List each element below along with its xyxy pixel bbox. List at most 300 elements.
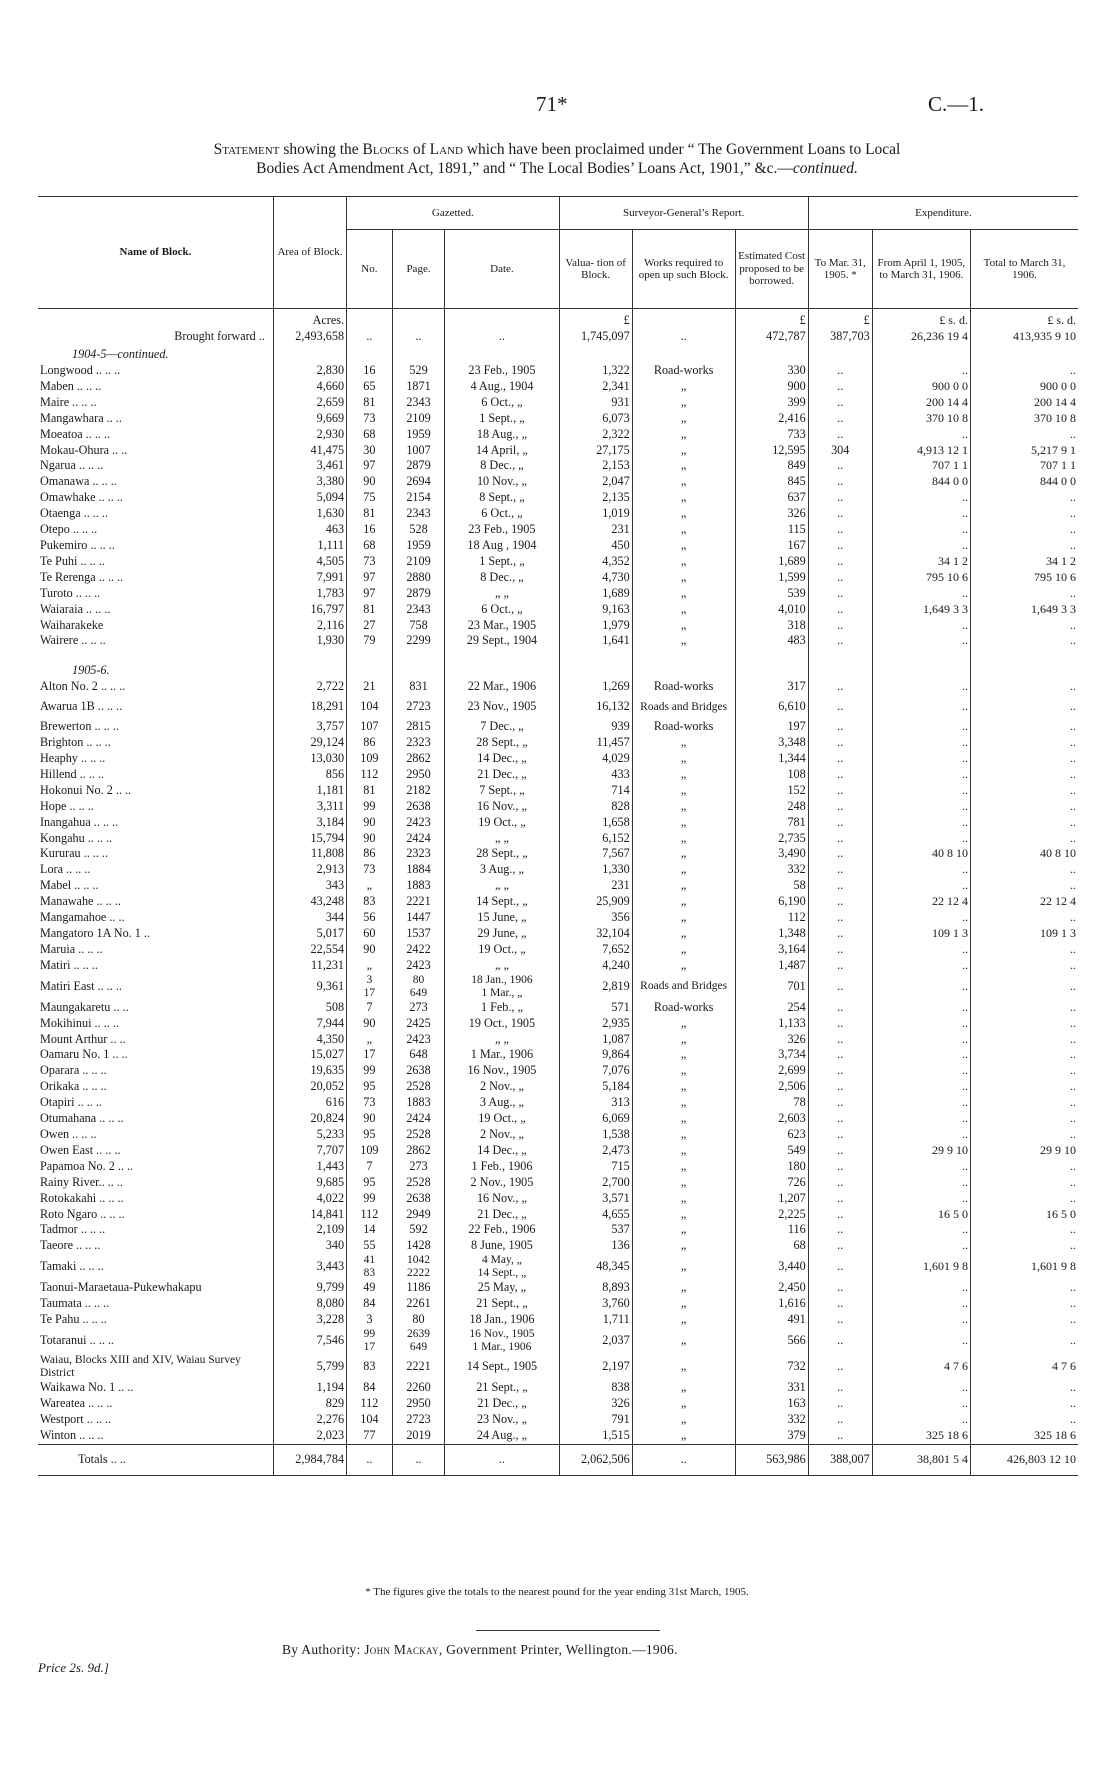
table-row (38, 633, 1078, 649)
bf-estimated: 472,787 (766, 329, 806, 344)
col-to-mar: To Mar. 31, 1905. * (808, 230, 872, 309)
table-row (38, 1016, 1078, 1032)
gazette-page: 2639 649 (392, 1328, 445, 1354)
exp-to-mar-1905: .. (808, 427, 872, 443)
table-row (38, 411, 1078, 427)
gazette-date: 14 Sept., „ (445, 894, 559, 910)
exp-to-mar-1905: .. (808, 831, 872, 847)
area: 15,794 (273, 831, 346, 847)
exp-1905-06: 200 14 4 (872, 395, 970, 411)
valuation: 1,689 (559, 586, 632, 602)
valuation: 313 (559, 1095, 632, 1111)
valuation: 231 (559, 522, 632, 538)
works: „ (632, 1207, 735, 1223)
exp-1905-06: 16 5 0 (872, 1207, 970, 1223)
exp-1905-06: .. (872, 1175, 970, 1191)
gazette-no: 90 (347, 942, 393, 958)
works: „ (632, 411, 735, 427)
exp-total: .. (970, 862, 1078, 878)
works: „ (632, 1396, 735, 1412)
table-header (38, 197, 1078, 309)
exp-to-mar-1905: .. (808, 1143, 872, 1159)
valuation: 4,352 (559, 554, 632, 570)
exp-to-mar-1905: .. (808, 554, 872, 570)
gazette-date: „ „ (445, 878, 559, 894)
block-name: Waiharakeke (40, 617, 104, 632)
area: 463 (273, 522, 346, 538)
exp-1905-06: .. (872, 1222, 970, 1238)
exp-total: .. (970, 831, 1078, 847)
valuation: 1,979 (559, 618, 632, 634)
exp-to-mar-1905: .. (808, 974, 872, 1000)
gazette-date: 8 June, 1905 (445, 1238, 559, 1254)
totals-area: 2,984,784 (273, 1444, 346, 1475)
works: „ (632, 490, 735, 506)
gazette-no: 55 (347, 1238, 393, 1254)
gazette-page: 2694 (392, 474, 445, 490)
block-name: Te Pahu .. .. .. (40, 1312, 107, 1327)
block-name: Maire .. .. .. (40, 394, 97, 409)
printer-imprint (282, 1642, 678, 1658)
bf-total: 413,935 9 10 (1013, 329, 1076, 344)
estimated-cost: 1,207 (735, 1191, 808, 1207)
exp-to-mar-1905: .. (808, 926, 872, 942)
exp-total: 1,601 9 8 (970, 1254, 1078, 1280)
gazette-no: 95 (347, 1079, 393, 1095)
block-name: Manawahe .. .. .. (40, 894, 121, 909)
gazette-date: 19 Oct., „ (445, 1111, 559, 1127)
exp-1905-06: 370 10 8 (872, 411, 970, 427)
gazette-date: „ „ (445, 1032, 559, 1048)
exp-1905-06: .. (872, 1079, 970, 1095)
gazette-date: 18 Jan., 1906 1 Mar., „ (445, 974, 559, 1000)
col-total: Total to March 31, 1906. (970, 230, 1078, 309)
totals-from-apr: 38,801 5 4 (872, 1444, 970, 1475)
gazette-no: 73 (347, 1095, 393, 1111)
title-text: showing the (279, 141, 363, 158)
exp-1905-06: .. (872, 1000, 970, 1016)
table-row (38, 1296, 1078, 1312)
exp-total: .. (970, 1175, 1078, 1191)
estimated-cost: 3,490 (735, 846, 808, 862)
valuation: 326 (559, 1396, 632, 1412)
bf-valuation: 1,745,097 (580, 329, 630, 344)
block-name: Brewerton .. .. .. (40, 719, 119, 734)
exp-total: 707 1 1 (970, 458, 1078, 474)
gazette-no: 65 (347, 379, 393, 395)
estimated-cost: 108 (735, 767, 808, 783)
works: „ (632, 1380, 735, 1396)
gazette-no: 97 (347, 570, 393, 586)
valuation: 571 (559, 1000, 632, 1016)
valuation: 2,700 (559, 1175, 632, 1191)
area: 340 (273, 1238, 346, 1254)
gazette-no: 95 (347, 1127, 393, 1143)
exp-total: 34 1 2 (970, 554, 1078, 570)
area: 616 (273, 1095, 346, 1111)
gazette-no: 90 (347, 1111, 393, 1127)
table-row (38, 1396, 1078, 1412)
table-row (38, 719, 1078, 735)
gazette-date: 23 Nov., „ (445, 1412, 559, 1428)
imprint-prefix: By Authority: (282, 1642, 365, 1657)
exp-total: .. (970, 751, 1078, 767)
table-row (38, 799, 1078, 815)
block-name: Mount Arthur .. .. (40, 1031, 126, 1046)
table-row (38, 490, 1078, 506)
gazette-page: 2261 (392, 1296, 445, 1312)
estimated-cost: 2,735 (735, 831, 808, 847)
gazette-no: 75 (347, 490, 393, 506)
valuation: 6,152 (559, 831, 632, 847)
exp-to-mar-1905: .. (808, 1095, 872, 1111)
valuation: 1,019 (559, 506, 632, 522)
works: „ (632, 942, 735, 958)
gazette-date: 1 Feb., „ (445, 1000, 559, 1016)
exp-total: 1,649 3 3 (970, 602, 1078, 618)
gazette-no: 112 (347, 1207, 393, 1223)
works: „ (632, 1354, 735, 1380)
gazette-page: 529 (392, 363, 445, 379)
works: „ (632, 1175, 735, 1191)
gazette-date: 6 Oct., „ (445, 602, 559, 618)
gazette-page: 2424 (392, 1111, 445, 1127)
exp-1905-06: .. (872, 633, 970, 649)
valuation: 16,132 (559, 695, 632, 719)
exp-1905-06: .. (872, 1380, 970, 1396)
estimated-cost: 331 (735, 1380, 808, 1396)
area: 9,685 (273, 1175, 346, 1191)
col-page: Page. (392, 230, 445, 309)
gazette-no: 95 (347, 1175, 393, 1191)
estimated-cost: 4,010 (735, 602, 808, 618)
gazette-page: 2343 (392, 506, 445, 522)
area: 2,913 (273, 862, 346, 878)
gazette-no: 99 17 (347, 1328, 393, 1354)
exp-1905-06: .. (872, 1396, 970, 1412)
exp-to-mar-1905: .. (808, 942, 872, 958)
valuation: 5,184 (559, 1079, 632, 1095)
exp-total: .. (970, 586, 1078, 602)
works: „ (632, 767, 735, 783)
gazette-no: 83 (347, 894, 393, 910)
exp-to-mar-1905: .. (808, 1016, 872, 1032)
works: „ (632, 1016, 735, 1032)
table-row (38, 695, 1078, 719)
estimated-cost: 3,164 (735, 942, 808, 958)
works: „ (632, 1127, 735, 1143)
gazette-page: 1959 (392, 538, 445, 554)
valuation: 2,322 (559, 427, 632, 443)
exp-total: .. (970, 679, 1078, 695)
works: „ (632, 1032, 735, 1048)
exp-1905-06: .. (872, 767, 970, 783)
block-name: Te Rerenga .. .. .. (40, 569, 124, 584)
area: 3,757 (273, 719, 346, 735)
section-heading-row (38, 345, 1078, 363)
exp-total: .. (970, 783, 1078, 799)
works: „ (632, 783, 735, 799)
block-name: Maben .. .. .. (40, 378, 102, 393)
block-name: Rotokakahi .. .. .. (40, 1190, 124, 1205)
gazette-page: 2879 (392, 586, 445, 602)
table-row (38, 1428, 1078, 1444)
exp-total: .. (970, 719, 1078, 735)
valuation: 48,345 (559, 1254, 632, 1280)
exp-to-mar-1905: .. (808, 783, 872, 799)
works: „ (632, 846, 735, 862)
gazette-date: 22 Feb., 1906 (445, 1222, 559, 1238)
exp-to-mar-1905: .. (808, 1428, 872, 1444)
block-name: Pukemiro .. .. .. (40, 537, 115, 552)
exp-total: 29 9 10 (970, 1143, 1078, 1159)
gazette-page: 2323 (392, 735, 445, 751)
gazette-no: 14 (347, 1222, 393, 1238)
works: „ (632, 831, 735, 847)
block-name: Ngarua .. .. .. (40, 458, 104, 473)
table-row (38, 846, 1078, 862)
page-number: 71* (536, 92, 568, 116)
totals-section (38, 1444, 1078, 1475)
title-word-land: Land (429, 141, 463, 158)
block-name: Mangatoro 1A No. 1 .. (40, 926, 151, 940)
section-heading-row (38, 649, 1078, 679)
bf-from-apr: 26,236 19 4 (910, 329, 968, 344)
valuation: 2,935 (559, 1016, 632, 1032)
block-name: Tamaki .. .. .. (40, 1259, 104, 1274)
gazette-no: 84 (347, 1380, 393, 1396)
block-name: Westport .. .. .. (40, 1411, 112, 1426)
gazette-no: 99 (347, 1191, 393, 1207)
exp-1905-06: .. (872, 942, 970, 958)
exp-total: .. (970, 910, 1078, 926)
table-row (38, 586, 1078, 602)
works: „ (632, 910, 735, 926)
block-name: Oparara .. .. .. (40, 1063, 107, 1078)
works: „ (632, 958, 735, 974)
estimated-cost: 248 (735, 799, 808, 815)
block-name: Waiaraia .. .. .. (40, 601, 111, 616)
col-surveyor: Surveyor-General’s Report. (559, 197, 808, 230)
valuation: 2,037 (559, 1328, 632, 1354)
exp-to-mar-1905: .. (808, 458, 872, 474)
gazette-date: 24 Aug., „ (445, 1428, 559, 1444)
gazette-no: 97 (347, 586, 393, 602)
table-row (38, 910, 1078, 926)
block-name: Taonui-Maraetaua-Pukewhakapu (40, 1280, 202, 1295)
gazette-page: 2423 (392, 1032, 445, 1048)
area: 2,830 (273, 363, 346, 379)
exp-to-mar-1905: .. (808, 815, 872, 831)
gazette-date: „ „ (445, 958, 559, 974)
gazette-no: 21 (347, 679, 393, 695)
gazette-no: 77 (347, 1428, 393, 1444)
area: 5,233 (273, 1127, 346, 1143)
exp-to-mar-1905: .. (808, 522, 872, 538)
exp-total: 370 10 8 (970, 411, 1078, 427)
valuation: 6,073 (559, 411, 632, 427)
exp-to-mar-1905: .. (808, 862, 872, 878)
works: „ (632, 506, 735, 522)
estimated-cost: 2,699 (735, 1063, 808, 1079)
area: 8,080 (273, 1296, 346, 1312)
valuation: 1,330 (559, 862, 632, 878)
area: 29,124 (273, 735, 346, 751)
area: 829 (273, 1396, 346, 1412)
estimated-cost: 332 (735, 1412, 808, 1428)
exp-1905-06: .. (872, 586, 970, 602)
block-name: Waikawa No. 1 .. .. (40, 1379, 134, 1394)
imprint-suffix: , Government Printer, Wellington.—1906. (438, 1642, 678, 1657)
gazette-no: 73 (347, 554, 393, 570)
block-name: Longwood .. .. .. (40, 363, 121, 377)
estimated-cost: 623 (735, 1127, 808, 1143)
gazette-date: 8 Dec., „ (445, 570, 559, 586)
area: 13,030 (273, 751, 346, 767)
gazette-page: 1428 (392, 1238, 445, 1254)
exp-total: .. (970, 958, 1078, 974)
table-row (38, 1127, 1078, 1143)
gazette-date: 28 Sept., „ (445, 846, 559, 862)
exp-to-mar-1905: .. (808, 506, 872, 522)
exp-to-mar-1905: .. (808, 695, 872, 719)
gazette-page: 2950 (392, 1396, 445, 1412)
gazette-no: 90 (347, 474, 393, 490)
gazette-date: 21 Dec., „ (445, 1396, 559, 1412)
exp-1905-06: 22 12 4 (872, 894, 970, 910)
valuation: 1,658 (559, 815, 632, 831)
works: „ (632, 1095, 735, 1111)
exp-total: .. (970, 1063, 1078, 1079)
gazette-no: 84 (347, 1296, 393, 1312)
totals-to-mar: 388,007 (808, 1444, 872, 1475)
exp-to-mar-1905: .. (808, 474, 872, 490)
valuation: 2,819 (559, 974, 632, 1000)
bf-area: 2,493,658 (295, 329, 345, 344)
block-name: Kururau .. .. .. (40, 846, 109, 861)
table-row (38, 427, 1078, 443)
block-name: Wairere .. .. .. (40, 633, 106, 648)
totals-no: .. (347, 1444, 393, 1475)
block-name: Oamaru No. 1 .. .. (40, 1047, 128, 1062)
gazette-date: 29 Sept., 1904 (445, 633, 559, 649)
exp-to-mar-1905: .. (808, 1222, 872, 1238)
exp-total: 4 7 6 (970, 1354, 1078, 1380)
exp-1905-06: .. (872, 1312, 970, 1328)
estimated-cost: 180 (735, 1159, 808, 1175)
gazette-page: 592 (392, 1222, 445, 1238)
estimated-cost: 112 (735, 910, 808, 926)
estimated-cost: 483 (735, 633, 808, 649)
table-row (38, 1175, 1078, 1191)
unit-label: Acres. (312, 313, 345, 328)
gazette-date: 18 Aug., „ (445, 427, 559, 443)
gazette-date: 10 Nov., „ (445, 474, 559, 490)
works: „ (632, 1079, 735, 1095)
document-code: C.—1. (927, 92, 984, 116)
price-note: Price 2s. 9d.] (38, 1660, 109, 1675)
table-row (38, 395, 1078, 411)
block-name: Brighton .. .. .. (40, 735, 111, 750)
exp-1905-06: .. (872, 490, 970, 506)
table-row (38, 1191, 1078, 1207)
block-name: Otaenga .. .. .. (40, 506, 109, 521)
gazette-page: 2423 (392, 815, 445, 831)
exp-1905-06: .. (872, 831, 970, 847)
exp-total: .. (970, 1222, 1078, 1238)
exp-total: .. (970, 1312, 1078, 1328)
gazette-no: 68 (347, 538, 393, 554)
exp-to-mar-1905: .. (808, 910, 872, 926)
gazette-page: 2879 (392, 458, 445, 474)
bf-to-mar: 387,703 (830, 329, 870, 344)
exp-1905-06: 34 1 2 (872, 554, 970, 570)
valuation: 25,909 (559, 894, 632, 910)
gazette-page: 2221 (392, 1354, 445, 1380)
gazette-date: 23 Mar., 1905 (445, 618, 559, 634)
gazette-no: 30 (347, 443, 393, 459)
area: 18,291 (273, 695, 346, 719)
exp-1905-06: .. (872, 1159, 970, 1175)
gazette-page: 2880 (392, 570, 445, 586)
table-row (38, 618, 1078, 634)
exp-to-mar-1905: .. (808, 1000, 872, 1016)
gazette-no: 97 (347, 458, 393, 474)
table-row (38, 570, 1078, 586)
estimated-cost: 3,734 (735, 1047, 808, 1063)
valuation: 939 (559, 719, 632, 735)
works: „ (632, 1222, 735, 1238)
valuation: 715 (559, 1159, 632, 1175)
table-row (38, 443, 1078, 459)
gazette-date: 8 Sept., „ (445, 490, 559, 506)
table-row (38, 679, 1078, 695)
exp-total: .. (970, 618, 1078, 634)
table-row (38, 1143, 1078, 1159)
estimated-cost: 1,348 (735, 926, 808, 942)
works: Road-works (632, 719, 735, 735)
block-name: Kongahu .. .. .. (40, 830, 113, 845)
exp-to-mar-1905: .. (808, 1412, 872, 1428)
estimated-cost: 326 (735, 506, 808, 522)
table-row (38, 735, 1078, 751)
exp-to-mar-1905: .. (808, 363, 872, 379)
exp-total: .. (970, 490, 1078, 506)
valuation: 6,069 (559, 1111, 632, 1127)
table-row (38, 1222, 1078, 1238)
works: „ (632, 618, 735, 634)
gazette-date: 2 Nov., „ (445, 1127, 559, 1143)
gazette-page: 1537 (392, 926, 445, 942)
table-row (38, 1095, 1078, 1111)
exp-1905-06: .. (872, 1296, 970, 1312)
gazette-no: 3 17 (347, 974, 393, 1000)
area: 344 (273, 910, 346, 926)
gazette-date: 4 Aug., 1904 (445, 379, 559, 395)
exp-to-mar-1905: .. (808, 1127, 872, 1143)
table-row (38, 474, 1078, 490)
table-row (38, 458, 1078, 474)
table-row (38, 379, 1078, 395)
area: 5,017 (273, 926, 346, 942)
gazette-page: 2299 (392, 633, 445, 649)
estimated-cost: 2,225 (735, 1207, 808, 1223)
totals-date: .. (445, 1444, 559, 1475)
exp-to-mar-1905: .. (808, 490, 872, 506)
gazette-date: 8 Dec., „ (445, 458, 559, 474)
block-name: Rainy River.. .. .. (40, 1174, 123, 1189)
works: Road-works (632, 679, 735, 695)
